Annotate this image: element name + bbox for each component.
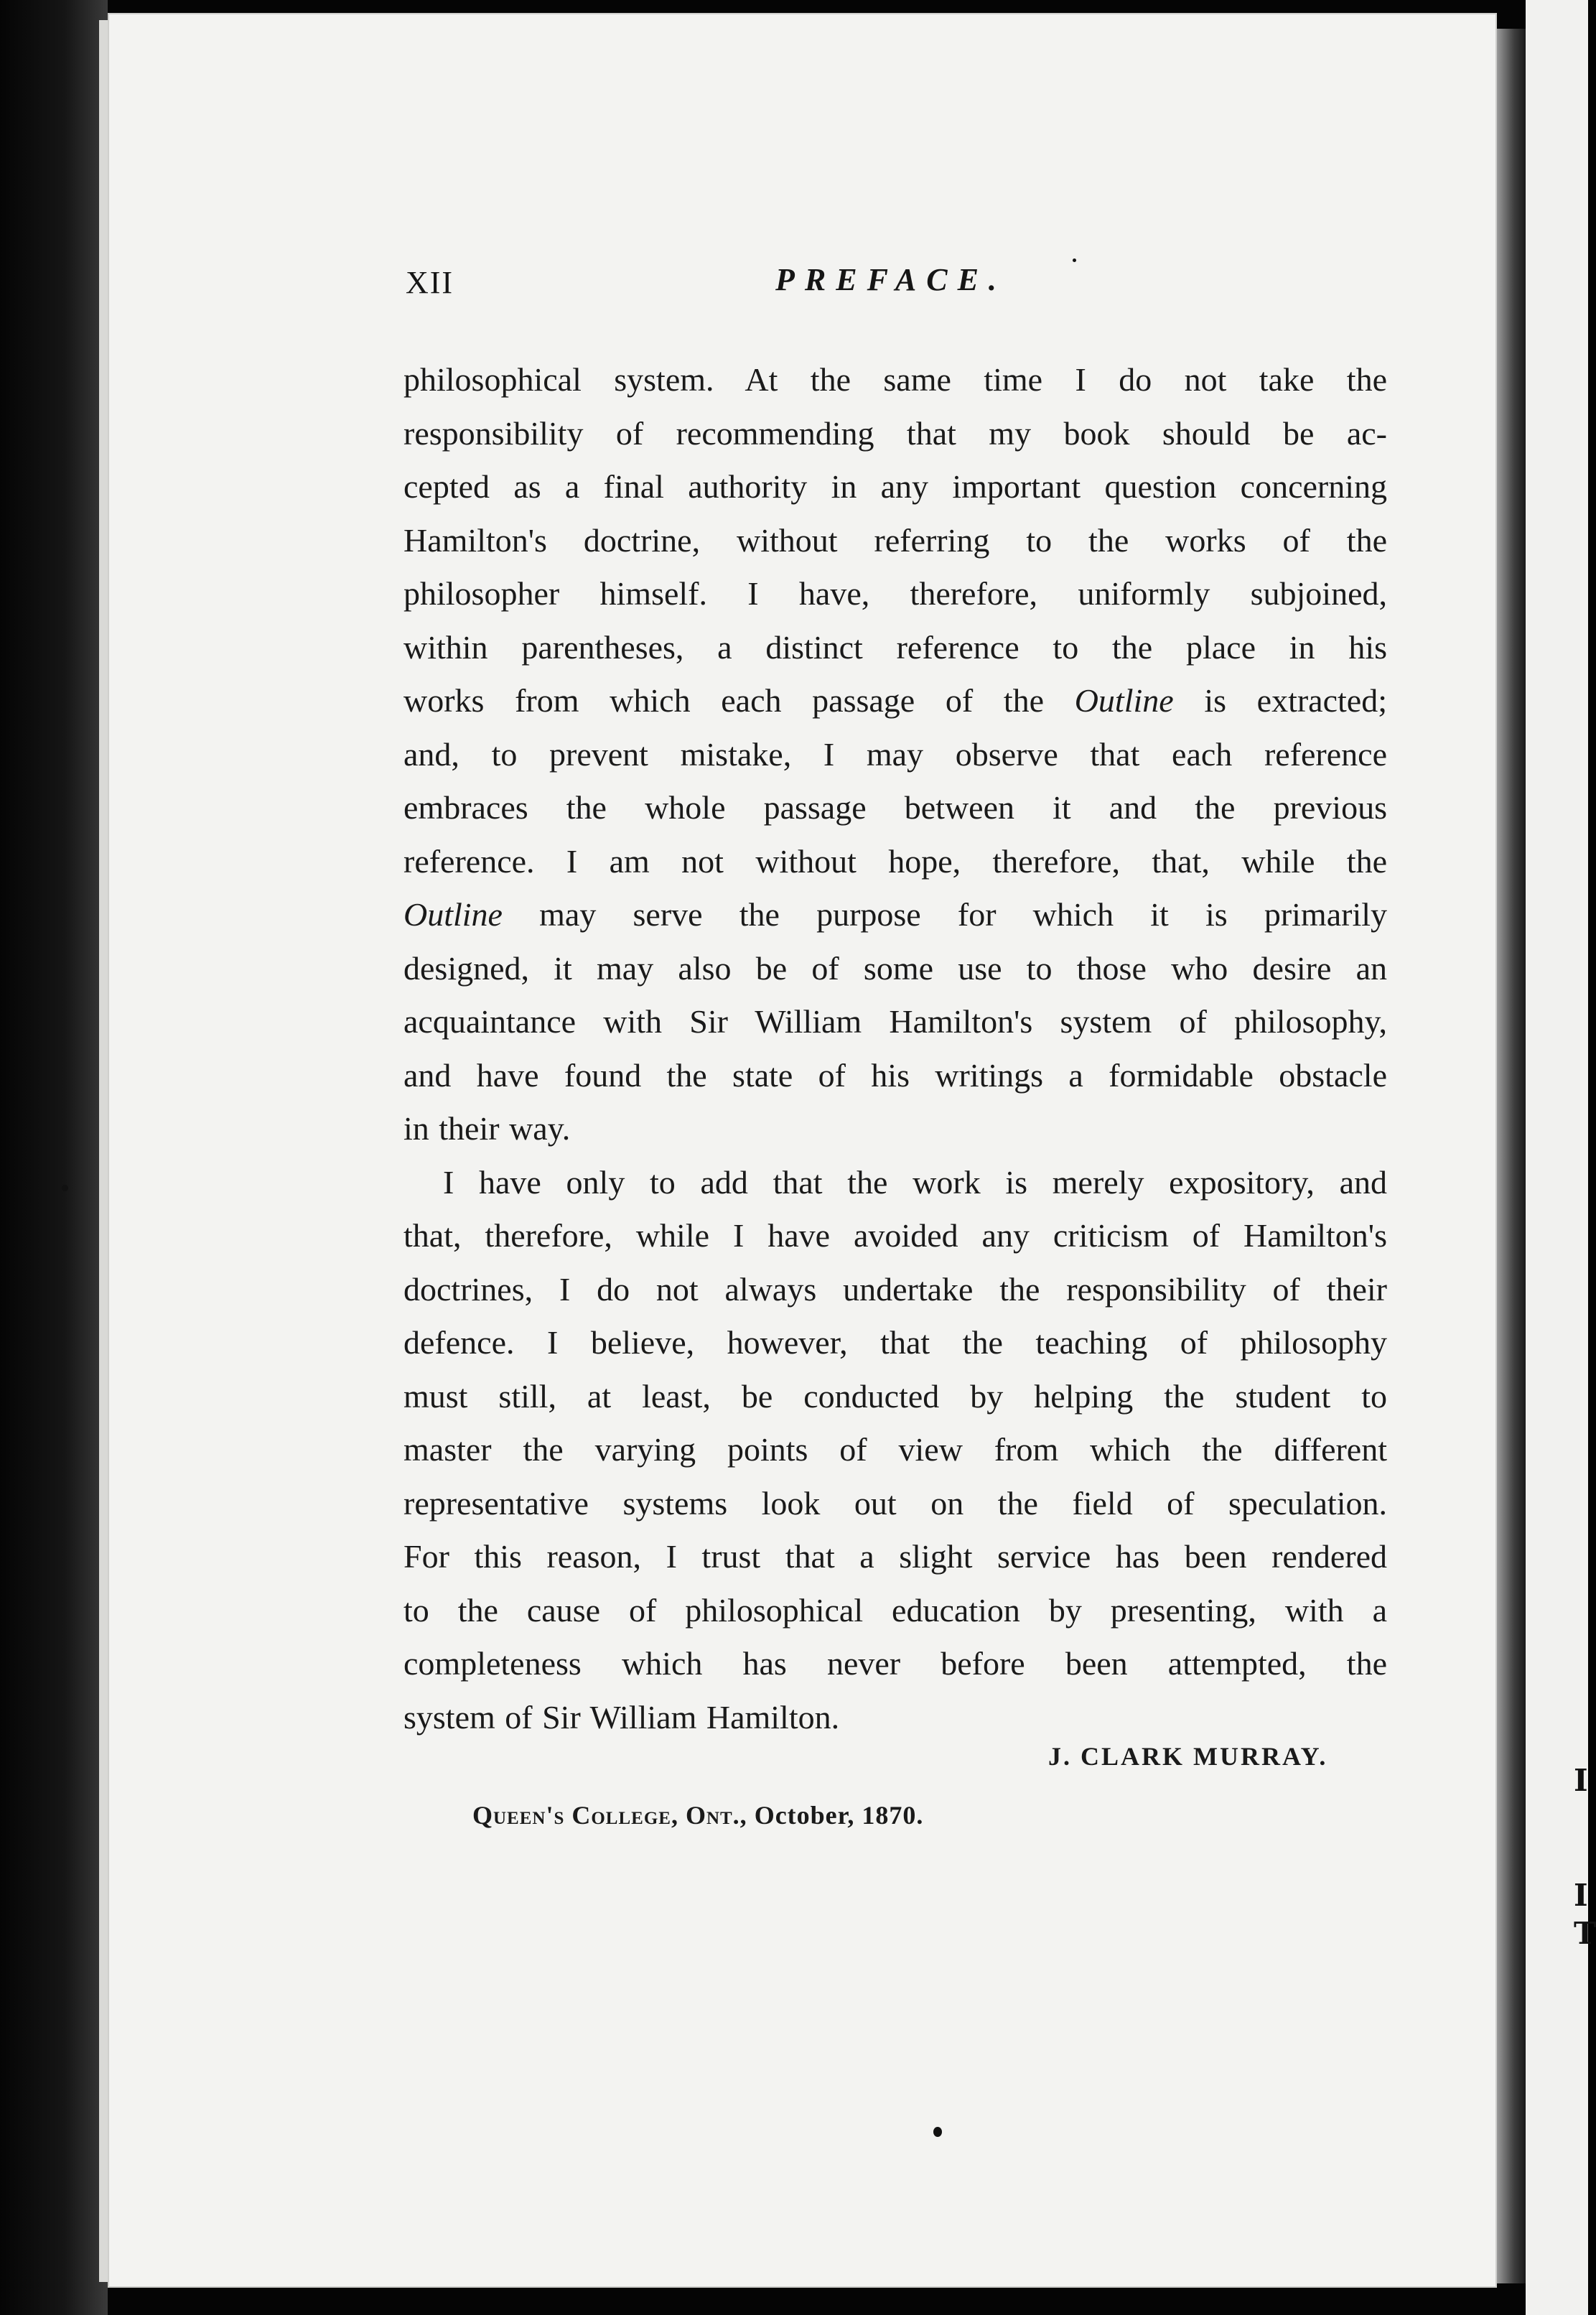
text-line — [403, 888, 1387, 942]
text-line: in their way. — [403, 1110, 571, 1147]
text-line: philosophical system. At the same time I do not take the — [403, 361, 1387, 398]
ink-speck — [1073, 258, 1076, 262]
facing-page-edge — [1526, 0, 1588, 2315]
dateline-date: October, 1870. — [754, 1801, 924, 1830]
dateline-place: Queen's College, Ont., — [472, 1801, 747, 1830]
text-line: cepted as a final authority in any important question concerning — [403, 468, 1387, 505]
text-line: within parentheses, a distinct reference to the place in his — [403, 628, 1387, 666]
text-line: designed, it may also be of some use to those who desire an — [403, 949, 1387, 987]
running-title: PREFACE. — [775, 262, 1007, 297]
text-line: responsibility of recommending that my book should be ac- — [403, 414, 1387, 452]
text-line: acquaintance with Sir William Hamilton's system of philosophy, — [403, 1003, 1387, 1040]
text-line: master the varying points of view from which the different — [403, 1431, 1387, 1468]
text-line: reference. I am not without hope, therefore, that, while the — [403, 842, 1387, 880]
author-signature: J. CLARK MURRAY. — [1048, 1742, 1328, 1771]
text-line: I have only to add that the work is merely expository, and — [443, 1163, 1387, 1201]
text-line: completeness which has never before been attempted, the — [403, 1645, 1387, 1682]
text-line: and, to prevent mistake, I may observe that each reference — [403, 735, 1387, 773]
preface-text — [403, 353, 1387, 1744]
text-line: and have found the state of his writings a formidable obstacle — [403, 1056, 1387, 1094]
text-line: that, therefore, while I have avoided any criticism of Hamilton's — [403, 1217, 1387, 1254]
text-line: system of Sir William Hamilton. — [403, 1698, 840, 1736]
facing-page-letter: I — [1574, 1878, 1588, 1913]
ink-speck — [933, 2127, 942, 2137]
text-line: philosopher himself. I have, therefore, uniformly subjoined, — [403, 575, 1387, 612]
page-number: XII — [406, 265, 454, 300]
facing-page-letter: I — [1574, 1763, 1588, 1798]
text-line: must still, at least, be conducted by helping the student to — [403, 1377, 1387, 1415]
text-line — [403, 674, 1387, 728]
page-gutter-shadow — [1497, 29, 1526, 2283]
text-segment: is extracted; — [1204, 682, 1387, 719]
text-line: doctrines, I do not always undertake the responsibility of their — [403, 1270, 1387, 1308]
italic-title: Outline — [403, 896, 503, 933]
ink-speck — [62, 1185, 68, 1191]
text-line: embraces the whole passage between it and the previous — [403, 789, 1387, 826]
running-head — [406, 264, 1368, 307]
text-segment: works from which each passage of the — [403, 682, 1045, 719]
facing-page-letter: T — [1574, 1916, 1596, 1951]
text-line: defence. I believe, however, that the teaching of philosophy — [403, 1324, 1387, 1361]
book-left-edge — [0, 0, 108, 2315]
dateline — [472, 1800, 923, 1830]
italic-title: Outline — [1074, 682, 1174, 719]
text-line: For this reason, I trust that a slight service has been rendered — [403, 1538, 1387, 1575]
text-line: Hamilton's doctrine, without referring to the works of the — [403, 521, 1387, 559]
text-line: to the cause of philosophical education by presenting, with a — [403, 1591, 1387, 1629]
text-line: representative systems look out on the field of speculation. — [403, 1484, 1387, 1522]
text-segment: may serve the purpose for which it is primarily — [539, 896, 1388, 933]
